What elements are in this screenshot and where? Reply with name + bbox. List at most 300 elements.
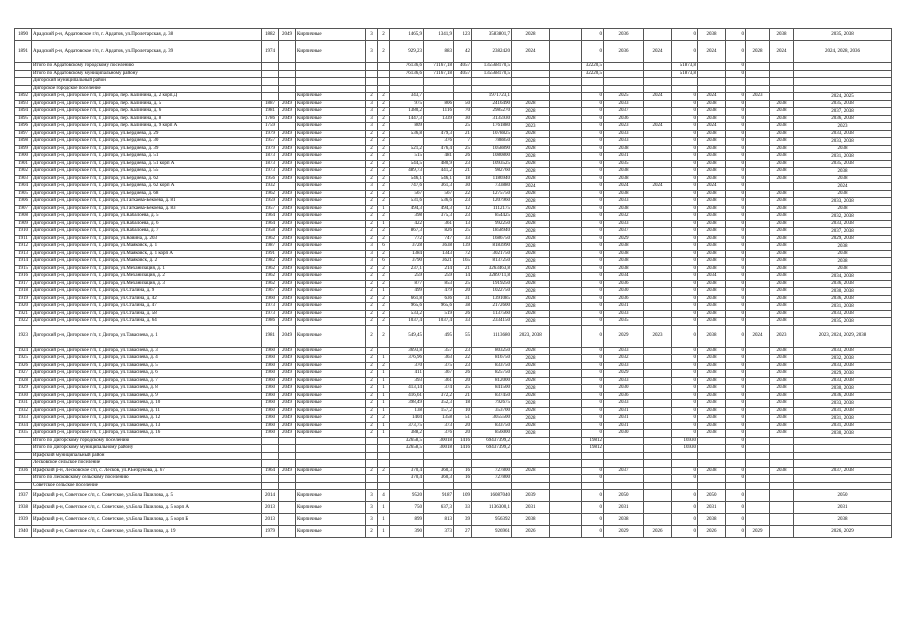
table-cell <box>770 437 794 445</box>
table-cell: 0 <box>582 370 604 378</box>
table-cell: 422 <box>390 220 424 228</box>
table-cell <box>794 475 892 483</box>
table-cell: 2035, 2038 <box>794 29 892 41</box>
table-cell: Дигорский р-н, Дигорское г/п, г. Дигора, ул.Бердиева, д. 29 <box>32 130 262 138</box>
table-cell <box>550 160 582 168</box>
table-cell: 2049 <box>279 220 296 228</box>
table-cell: 2038 <box>770 130 794 138</box>
table-cell: 390 <box>390 526 424 538</box>
table-cell: 0 <box>582 198 604 206</box>
table-cell: 373 <box>424 526 454 538</box>
table-cell: Дигорский р-н, Дигорское г/п, г. Дигора, ул.Тавасиева, д. 9 <box>32 392 262 400</box>
table-cell: 1897 <box>15 130 32 138</box>
table-cell: 2038 <box>770 108 794 116</box>
table-cell: 1962 <box>262 190 279 198</box>
table-cell <box>550 228 582 236</box>
table-cell: 2024, 2028, 2036 <box>794 41 892 63</box>
table-cell: 1981 <box>262 108 279 116</box>
table-cell: 1979 <box>262 145 279 153</box>
table-cell <box>390 482 424 490</box>
table-cell: 2033, 2038 <box>794 347 892 355</box>
table-cell: Дигорский р-н, Дигорское г/п, г. Дигора, ул.Бердиева, д. 68 <box>32 190 262 198</box>
table-cell: 343,7 <box>390 93 424 101</box>
table-cell: 2035 <box>604 318 644 326</box>
table-cell: 0 <box>582 168 604 176</box>
table-cell: 1921 <box>15 310 32 318</box>
table-cell: 30018 <box>424 437 454 445</box>
table-cell: 0 <box>726 205 746 213</box>
table-cell: 0 <box>582 138 604 146</box>
table-cell <box>550 526 582 538</box>
table-cell <box>279 460 296 468</box>
table-cell: 877 <box>390 280 424 288</box>
table-cell: 1686750 <box>472 235 512 243</box>
table-cell: 0 <box>582 205 604 213</box>
table-cell: 833750 <box>472 362 512 370</box>
table-row <box>15 400 892 408</box>
table-row <box>15 362 892 370</box>
table-cell: 25 <box>454 385 472 393</box>
table-cell: 2024 <box>604 183 644 191</box>
table-cell: 0 <box>582 385 604 393</box>
table-cell: Дигорский р-н, Дигорское г/п, г. Дигора, ул.Бердиева, д. 39 <box>32 145 262 153</box>
table-cell: 1275750 <box>472 190 512 198</box>
table-cell: 2 <box>378 303 390 311</box>
table-cell: 2033 <box>604 138 644 146</box>
table-cell: 2031 <box>512 502 550 514</box>
table-row <box>15 502 892 514</box>
table-cell: Кирпичные <box>296 347 366 355</box>
table-cell: 0 <box>726 123 746 131</box>
table-cell <box>746 295 770 303</box>
table-cell: 1938 <box>15 502 32 514</box>
table-cell <box>698 460 726 468</box>
table-cell: 0 <box>582 183 604 191</box>
table-cell: 2024 <box>512 183 550 191</box>
table-cell: 237,1 <box>390 265 424 273</box>
table-cell: 521,2 <box>390 145 424 153</box>
table-cell <box>550 514 582 526</box>
table-row <box>15 123 892 131</box>
table-cell <box>296 445 366 453</box>
table-cell: 51 <box>454 415 472 423</box>
table-cell: 2036 <box>604 280 644 288</box>
table-cell: 1986 <box>262 318 279 326</box>
table-cell <box>378 452 390 460</box>
table-cell: 2033 <box>604 400 644 408</box>
table-cell: 1962 <box>262 235 279 243</box>
table-cell: 1960 <box>262 407 279 415</box>
table-cell: 16 <box>454 467 472 475</box>
table-cell: 2032 <box>604 355 644 363</box>
table-cell: 2 <box>378 175 390 183</box>
table-row <box>15 370 892 378</box>
table-cell <box>582 482 604 490</box>
table-cell: 772 <box>390 235 424 243</box>
table-cell: 1957 <box>262 138 279 146</box>
table-cell: 3 <box>366 514 378 526</box>
table-cell <box>550 467 582 475</box>
table-cell: 1924 <box>15 347 32 355</box>
table-cell: 2031, 2038 <box>794 153 892 161</box>
table-cell <box>746 430 770 438</box>
table-cell <box>582 78 604 86</box>
table-cell: 2 <box>366 392 378 400</box>
table-row <box>15 295 892 303</box>
table-cell: 367 <box>424 370 454 378</box>
table-cell <box>746 445 770 453</box>
table-cell: Ирафский муниципальный район <box>32 452 262 460</box>
table-cell: 2031 <box>604 422 644 430</box>
table-cell: 0 <box>726 273 746 281</box>
table-cell <box>15 63 32 71</box>
table-cell: 1891 <box>15 41 32 63</box>
table-cell: 0 <box>726 29 746 41</box>
table-cell <box>698 445 726 453</box>
table-cell: 1964 <box>262 213 279 221</box>
table-cell: 0 <box>582 41 604 63</box>
table-cell: 1022750 <box>472 288 512 296</box>
table-body <box>15 29 892 538</box>
table-cell: 750 <box>390 502 424 514</box>
table-cell: 2038 <box>770 175 794 183</box>
table-cell: 825750 <box>472 370 512 378</box>
table-cell: 2334150 <box>472 318 512 326</box>
table-row <box>15 265 892 273</box>
table-cell: 2038 <box>770 265 794 273</box>
table-cell <box>454 482 472 490</box>
table-cell: 1928 <box>15 377 32 385</box>
table-cell <box>296 482 366 490</box>
table-cell: 2038 <box>698 303 726 311</box>
table-cell <box>746 422 770 430</box>
table-row <box>15 288 892 296</box>
table-cell: 413,14 <box>390 385 424 393</box>
table-cell: 2038 <box>698 243 726 251</box>
table-cell: 2 <box>366 467 378 475</box>
table-cell: Кирпичные <box>296 415 366 423</box>
table-cell: 2 <box>366 145 378 153</box>
table-cell: 2 <box>366 130 378 138</box>
table-cell: 2038 <box>698 347 726 355</box>
table-cell: 3 <box>366 123 378 131</box>
table-cell: Кирпичные <box>296 100 366 108</box>
table-row <box>15 377 892 385</box>
table-cell: 2 <box>378 273 390 281</box>
table-row <box>15 168 892 176</box>
table-cell: Кирпичные <box>296 138 366 146</box>
table-cell <box>726 452 746 460</box>
table-cell: 2028 <box>512 160 550 168</box>
table-cell: 2049 <box>279 228 296 236</box>
table-row <box>15 78 892 86</box>
table-cell <box>279 526 296 538</box>
table-row <box>15 280 892 288</box>
table-cell <box>378 347 390 355</box>
table-cell: Кирпичные <box>296 228 366 236</box>
table-cell: 0 <box>672 41 698 63</box>
table-cell <box>644 190 672 198</box>
table-cell <box>366 445 378 453</box>
table-cell: 2038 <box>698 258 726 266</box>
table-cell: 1343 <box>424 250 454 258</box>
table-cell: 2049 <box>279 355 296 363</box>
table-cell: 2049 <box>279 467 296 475</box>
table-cell: 2049 <box>279 145 296 153</box>
table-cell: 2033, 2038 <box>794 362 892 370</box>
table-cell: Кирпичные <box>296 115 366 123</box>
table-cell: 1 <box>378 392 390 400</box>
table-cell: 899 <box>390 514 424 526</box>
table-cell <box>794 482 892 490</box>
table-cell: 0 <box>726 310 746 318</box>
table-cell <box>672 78 698 86</box>
table-cell <box>550 415 582 423</box>
table-cell: 2033 <box>604 130 644 138</box>
table-cell: Кирпичные <box>296 29 366 41</box>
table-cell <box>279 437 296 445</box>
table-cell: 1964 <box>262 220 279 228</box>
table-cell: 361,3 <box>424 183 454 191</box>
table-cell <box>746 228 770 236</box>
table-cell <box>366 437 378 445</box>
table-cell: 544,5 <box>390 160 424 168</box>
table-cell: 0 <box>726 168 746 176</box>
table-cell: 20 <box>454 422 472 430</box>
table-cell: 0 <box>582 502 604 514</box>
table-cell: 1932 <box>262 183 279 191</box>
table-cell <box>604 78 644 86</box>
table-cell: 0 <box>672 514 698 526</box>
table-cell: 2049 <box>279 108 296 116</box>
table-cell <box>746 273 770 281</box>
table-cell: 0 <box>582 400 604 408</box>
table-cell: 2028 <box>512 400 550 408</box>
table-cell <box>296 475 366 483</box>
table-cell: 1786 <box>262 115 279 123</box>
table-cell: 2 <box>366 93 378 101</box>
table-cell: 854425 <box>472 213 512 221</box>
table-cell: 3021750 <box>472 250 512 258</box>
table-cell: 0 <box>726 265 746 273</box>
table-cell <box>15 78 32 86</box>
table-cell: 2049 <box>279 100 296 108</box>
table-cell: 9187 <box>424 490 454 502</box>
table-cell: 2028 <box>512 198 550 206</box>
table-cell <box>604 482 644 490</box>
table-cell: 1 <box>378 400 390 408</box>
table-cell: 3 <box>366 502 378 514</box>
table-cell: Арадский р-н, Ардатовское г/п, г. Ардатов, ул.Пролетарская, д. 38 <box>32 29 262 41</box>
table-cell: 2 <box>378 467 390 475</box>
table-cell: 2038 <box>794 205 892 213</box>
table-cell: 0 <box>672 377 698 385</box>
table-cell <box>672 460 698 468</box>
table-cell: 2036, 2038 <box>794 280 892 288</box>
table-cell: 16 <box>454 475 472 483</box>
table-cell <box>746 183 770 191</box>
table-cell: 2028 <box>512 265 550 273</box>
table-cell: 1037,4 <box>424 318 454 326</box>
table-cell: 23 <box>454 198 472 206</box>
table-cell <box>644 318 672 326</box>
table-cell: Дигорский р-н, Дигорское г/п, г. Дигора, ул.Кабалоева, д. 5 <box>32 213 262 221</box>
table-row <box>15 213 892 221</box>
table-cell: 2038 <box>604 145 644 153</box>
table-cell: 1956 <box>262 175 279 183</box>
table-cell: 0 <box>726 502 746 514</box>
table-cell: 2038 <box>794 243 892 251</box>
table-cell: 2028 <box>512 138 550 146</box>
table-cell: 0 <box>582 490 604 502</box>
table-cell: 2038 <box>770 228 794 236</box>
table-cell <box>550 63 582 71</box>
table-cell <box>644 490 672 502</box>
table-cell: 26 <box>454 153 472 161</box>
table-cell: 1912 <box>15 243 32 251</box>
table-cell: Дигорский р-н, Дигорское г/п, г. Дигора, ул.Гагкаева-Бекоева, д. 81 <box>32 198 262 206</box>
table-cell: 965,6 <box>424 303 454 311</box>
table-row <box>15 190 892 198</box>
table-cell: 2049 <box>279 243 296 251</box>
table-cell: 867,3 <box>390 228 424 236</box>
table-cell: 2049 <box>279 422 296 430</box>
table-cell: 2049 <box>279 400 296 408</box>
table-cell: 2049 <box>279 280 296 288</box>
table-row <box>15 385 892 393</box>
table-cell: 135568170,5 <box>472 63 512 71</box>
table-cell <box>698 482 726 490</box>
table-cell: 2029 <box>604 235 644 243</box>
table-cell: 2028 <box>512 235 550 243</box>
table-cell: 2029, 2038 <box>794 235 892 243</box>
table-cell <box>746 265 770 273</box>
table-cell: Итого по Лесковскому сельскому поселению <box>32 475 262 483</box>
table-cell: 2038 <box>698 430 726 438</box>
table-cell: 0 <box>582 250 604 258</box>
table-cell: 0 <box>582 190 604 198</box>
table-row <box>15 445 892 453</box>
table-cell <box>644 295 672 303</box>
table-cell: 1936 <box>15 467 32 475</box>
table-cell: Кирпичные <box>296 198 366 206</box>
table-cell: Кирпичные <box>296 93 366 101</box>
table-cell <box>698 452 726 460</box>
table-cell: Советское сельское поселение <box>32 482 262 490</box>
table-cell <box>746 138 770 146</box>
table-cell <box>644 407 672 415</box>
table-cell <box>15 70 32 78</box>
table-cell: 370,4 <box>390 475 424 483</box>
table-cell <box>770 93 794 101</box>
table-cell: 2038 <box>770 407 794 415</box>
table-cell: Кирпичные <box>296 123 366 131</box>
table-cell: 2038 <box>794 145 892 153</box>
table-cell: 1920 <box>15 303 32 311</box>
table-cell: 2037, 2038 <box>794 108 892 116</box>
table-cell: Кирпичные <box>296 430 366 438</box>
table-cell: 0 <box>582 175 604 183</box>
table-cell <box>726 78 746 86</box>
table-cell: 813 <box>424 514 454 526</box>
table-cell: 1137560 <box>472 310 512 318</box>
table-cell: 2033, 2038 <box>794 138 892 146</box>
table-cell: 2028 <box>512 250 550 258</box>
table-cell <box>644 422 672 430</box>
table-cell <box>604 460 644 468</box>
table-cell: 33 <box>454 235 472 243</box>
table-cell: 2 <box>378 280 390 288</box>
table-cell <box>644 400 672 408</box>
table-cell: 259 <box>424 273 454 281</box>
table-cell <box>550 490 582 502</box>
table-row <box>15 258 892 266</box>
table-cell: 16930 <box>672 445 698 453</box>
table-cell: 837450 <box>472 392 512 400</box>
table-cell: 2049 <box>279 318 296 326</box>
table-cell: 2035, 2038 <box>794 318 892 326</box>
table-cell: 3621 <box>424 258 454 266</box>
table-cell: 1915 <box>15 265 32 273</box>
table-cell <box>550 362 582 370</box>
table-cell <box>644 220 672 228</box>
table-cell <box>746 303 770 311</box>
table-cell <box>15 460 32 468</box>
table-cell: 3 <box>366 250 378 258</box>
table-cell: Кирпичные <box>296 213 366 221</box>
table-row <box>15 198 892 206</box>
table-cell: 21 <box>454 392 472 400</box>
table-row <box>15 100 892 108</box>
table-cell <box>770 526 794 538</box>
table-cell: 71167,18 <box>424 63 454 71</box>
table-cell <box>15 482 32 490</box>
table-cell <box>644 445 672 453</box>
table-cell: 2038 <box>770 303 794 311</box>
table-cell: 25 <box>454 228 472 236</box>
table-cell: 71167,18 <box>424 70 454 78</box>
table-cell <box>746 85 770 93</box>
table-cell: 1971723,1 <box>472 93 512 101</box>
table-cell <box>262 78 279 86</box>
table-cell: 21 <box>454 265 472 273</box>
table-cell: 2 <box>366 422 378 430</box>
table-cell: 0 <box>582 228 604 236</box>
table-cell: 2038 <box>604 190 644 198</box>
table-cell <box>770 452 794 460</box>
table-cell <box>644 205 672 213</box>
table-cell: 0 <box>726 108 746 116</box>
table-cell <box>770 502 794 514</box>
table-cell: 2 <box>378 123 390 131</box>
table-cell: 1981 <box>262 325 279 347</box>
table-cell: 2028 <box>512 392 550 400</box>
table-cell: 0 <box>672 130 698 138</box>
table-cell: 747,6 <box>390 183 424 191</box>
table-cell: 1899 <box>15 145 32 153</box>
table-cell: 3 <box>366 183 378 191</box>
table-row <box>15 205 892 213</box>
table-cell: 2026 <box>644 526 672 538</box>
table-cell <box>644 243 672 251</box>
table-cell: 2049 <box>279 325 296 347</box>
table-cell: 0 <box>726 183 746 191</box>
table-cell: 2049 <box>279 190 296 198</box>
table-cell: 0 <box>582 288 604 296</box>
table-cell: 375 <box>424 362 454 370</box>
table-cell: 0 <box>672 422 698 430</box>
table-cell: 0 <box>582 415 604 423</box>
